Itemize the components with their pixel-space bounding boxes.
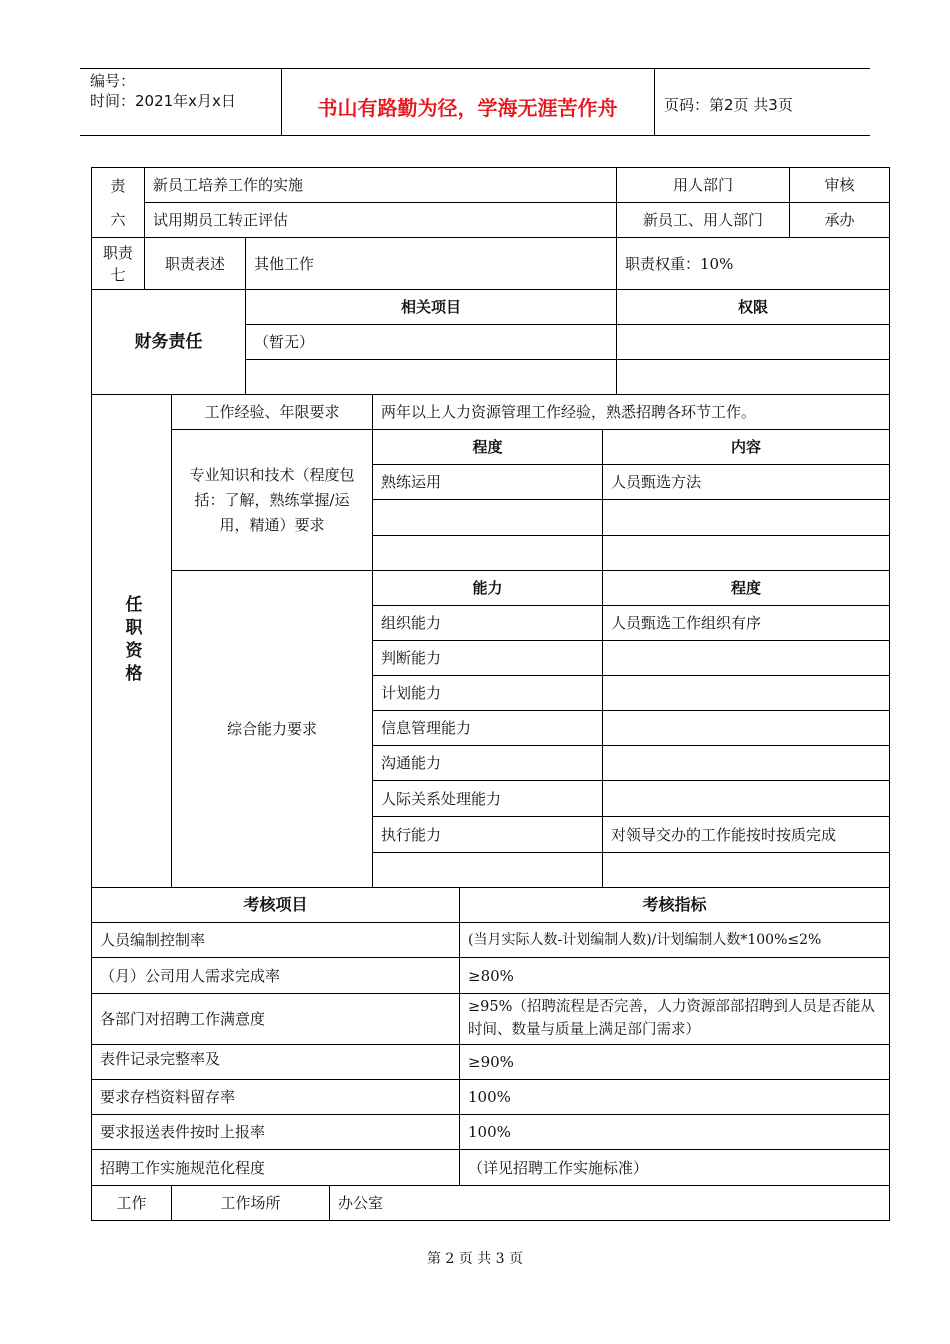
experience-label: 工作经验、年限要求 xyxy=(171,394,373,430)
header-motto: 书山有路勤为径，学海无涯苦作舟 xyxy=(317,96,618,120)
finance-label: 财务责任 xyxy=(91,289,246,395)
duty-7-description-label: 职责表述 xyxy=(144,237,246,290)
qualification-label: 任职资格 xyxy=(121,595,142,687)
document-number-label: 编号： xyxy=(90,72,136,90)
duty-6-row-1-role: 审核 xyxy=(789,167,890,203)
ability-row-4-name: 信息管理能力 xyxy=(372,710,603,746)
knowledge-row-3-content xyxy=(602,535,890,571)
assessment-row-5-indicator: 100% xyxy=(459,1079,890,1115)
duty-6-label-bottom: 六 xyxy=(110,210,126,229)
knowledge-row-1-content: 人员甄选方法 xyxy=(602,464,890,500)
knowledge-row-3-level xyxy=(372,535,603,571)
ability-row-3-name: 计划能力 xyxy=(372,675,603,711)
qualification-label-cell xyxy=(91,394,172,888)
duty-7-description: 其他工作 xyxy=(245,237,617,290)
assessment-row-4-indicator: ≥90% xyxy=(459,1044,890,1080)
ability-row-2-name: 判断能力 xyxy=(372,640,603,676)
duty-7-weight: 职责权重：10% xyxy=(616,237,890,290)
ability-row-6-level xyxy=(602,780,890,817)
knowledge-row-1-level: 熟练运用 xyxy=(372,464,603,500)
duty-6-label-top: 责 xyxy=(110,176,126,195)
assessment-row-5-item: 要求存档资料留存率 xyxy=(91,1079,460,1115)
assessment-row-7-item: 招聘工作实施规范化程度 xyxy=(91,1149,460,1186)
finance-authority-2 xyxy=(616,359,890,395)
knowledge-row-2-level xyxy=(372,499,603,536)
assessment-col-item: 考核项目 xyxy=(91,887,460,923)
knowledge-label: 专业知识和技术（程度包括：了解，熟练掌握/运用，精通）要求 xyxy=(171,429,373,571)
duty-6-row-2-dept: 新员工、用人部门 xyxy=(616,202,790,238)
workplace-place-label: 工作场所 xyxy=(171,1185,330,1221)
duty-7-label: 职责七 xyxy=(91,237,145,290)
ability-row-2-level xyxy=(602,640,890,676)
duty-6-row-2-item: 试用期员工转正评估 xyxy=(144,202,617,238)
duty-6-row-1-dept: 用人部门 xyxy=(616,167,790,203)
finance-item-2 xyxy=(245,359,617,395)
assessment-row-4-item: 表件记录完整率及 xyxy=(91,1044,460,1080)
duty-6-row-2-role: 承办 xyxy=(789,202,890,238)
assessment-row-2-item: （月）公司用人需求完成率 xyxy=(91,957,460,994)
finance-item-1: （暂无） xyxy=(245,324,617,360)
knowledge-col-level: 程度 xyxy=(372,429,603,465)
assessment-row-1-item: 人员编制控制率 xyxy=(91,922,460,958)
ability-row-6-name: 人际关系处理能力 xyxy=(372,780,603,817)
page-footer: 第 2 页 共 3 页 xyxy=(426,1251,524,1267)
knowledge-row-2-content xyxy=(602,499,890,536)
workplace-place-value: 办公室 xyxy=(329,1185,890,1221)
assessment-row-7-indicator: （详见招聘工作实施标准） xyxy=(459,1149,890,1186)
duty-6-label-cell xyxy=(91,167,145,238)
experience-value: 两年以上人力资源管理工作经验，熟悉招聘各环节工作。 xyxy=(372,394,890,430)
finance-col-item: 相关项目 xyxy=(245,289,617,325)
ability-row-7-name: 执行能力 xyxy=(372,816,603,853)
ability-row-7-level: 对领导交办的工作能按时按质完成 xyxy=(602,816,890,853)
finance-col-authority: 权限 xyxy=(616,289,890,325)
ability-col-name: 能力 xyxy=(372,570,603,606)
ability-label: 综合能力要求 xyxy=(171,570,373,888)
ability-row-8-name xyxy=(372,852,603,888)
assessment-row-3-item: 各部门对招聘工作满意度 xyxy=(91,993,460,1045)
page-number-label: 页码：第2页 共3页 xyxy=(664,96,793,114)
assessment-row-1-indicator: (当月实际人数-计划编制人数)/计划编制人数*100%≤2% xyxy=(459,922,890,958)
ability-row-8-level xyxy=(602,852,890,888)
assessment-row-6-indicator: 100% xyxy=(459,1114,890,1150)
ability-row-5-name: 沟通能力 xyxy=(372,745,603,781)
ability-row-1-name: 组织能力 xyxy=(372,605,603,641)
ability-col-level: 程度 xyxy=(602,570,890,606)
assessment-row-3-indicator: ≥95%（招聘流程是否完善，人力资源部部招聘到人员是否能从时间、数量与质量上满足部门需求） xyxy=(459,993,890,1045)
assessment-col-indicator: 考核指标 xyxy=(459,887,890,923)
ability-row-4-level xyxy=(602,710,890,746)
assessment-row-2-indicator: ≥80% xyxy=(459,957,890,994)
workplace-label: 工作 xyxy=(91,1185,172,1221)
knowledge-col-content: 内容 xyxy=(602,429,890,465)
ability-row-3-level xyxy=(602,675,890,711)
ability-row-1-level: 人员甄选工作组织有序 xyxy=(602,605,890,641)
assessment-row-6-item: 要求报送表件按时上报率 xyxy=(91,1114,460,1150)
finance-authority-1 xyxy=(616,324,890,360)
duty-6-row-1-item: 新员工培养工作的实施 xyxy=(144,167,617,203)
document-time-label: 时间：2021年x月x日 xyxy=(90,92,236,110)
ability-row-5-level xyxy=(602,745,890,781)
